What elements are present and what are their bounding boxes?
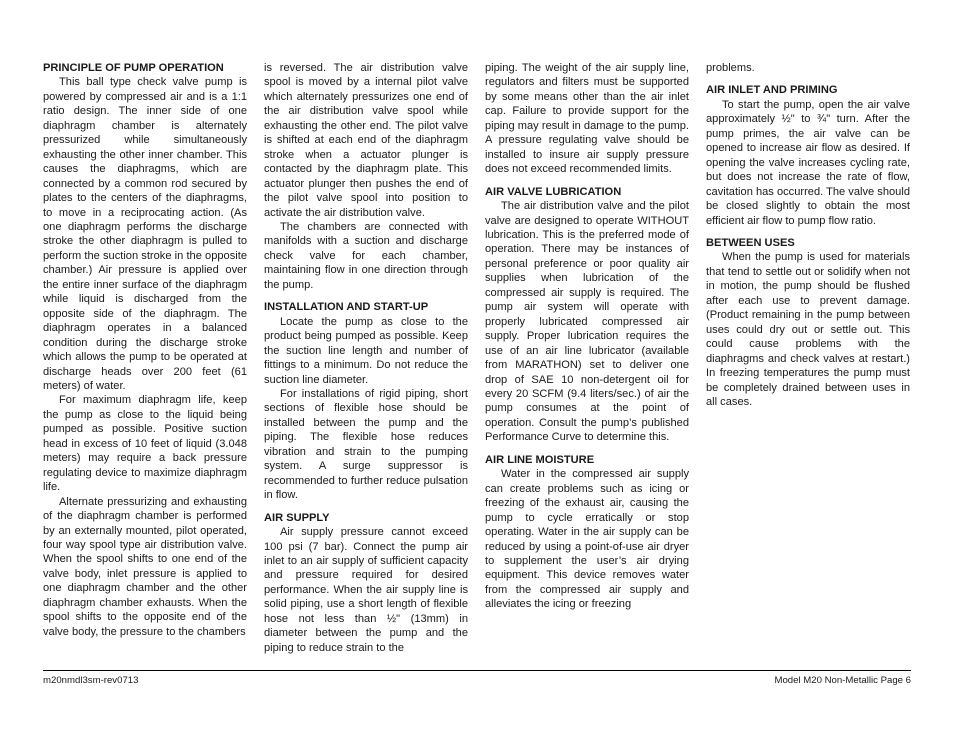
heading-air-inlet-priming: AIR INLET AND PRIMING xyxy=(706,84,838,97)
paragraph-chambers-manifolds: The chambers are connected with manifolds with a suction and discharge check valve for each chamber, maintaining flow in one direction through the pump. xyxy=(264,220,468,291)
column-3 xyxy=(485,61,689,612)
paragraph-air-line-moisture: Water in the compressed air supply can create problems such as icing or freezing of the exhaust air, causing the pump to cycle erratically or stop operating. Water in the air supply can be reduced by using a point-of-use air dryer to supplement the user’s air drying equipment. This device removes water from the compressed air supply and alleviates the icing or freezing xyxy=(485,468,689,611)
paragraph-piping-support: piping. The weight of the air supply line, regulators and filters must be supported by some means other than the air inlet cap. Failure to provide support for the piping may result in damage to the pump. A pressure regulating valve should be installed to insure air supply pressure does not exceed recommended limits. xyxy=(485,62,689,176)
heading-air-line-moisture: AIR LINE MOISTURE xyxy=(485,453,595,466)
paragraph-rigid-piping: For installations of rigid piping, short sections of flexible hose should be installed between the pump and the piping. The flexible hose reduces vibration and strain to the pumping system. A surge suppressor is recommended to further reduce pulsation in flow. xyxy=(264,387,468,502)
footer-rule xyxy=(43,670,911,671)
paragraph-air-inlet-priming: To start the pump, open the air valve approximately ½" to ¾" turn. After the pump primes, the air valve can be opened to increase air flow as desired. If opening the valve increases cycling rate, but does not increase the rate of flow, cavitation has occurred. The valve should be closed slightly to obtain the most efficient air flow to pump flow ratio. xyxy=(706,98,910,227)
paragraph-air-supply: Air supply pressure cannot exceed 100 psi (7 bar). Connect the pump air inlet to an air supply of sufficient capacity and pressure required for desired performance. When the air supply line is solid piping, use a short length of flexible hose not less than ½" (13mm) in diameter between the pump and the piping to reduce strain to the xyxy=(264,526,468,654)
heading-air-valve-lubrication: AIR VALVE LUBRICATION xyxy=(485,185,622,198)
paragraph-locate-pump: Locate the pump as close to the product being pumped as possible. Keep the suction line length and number of fittings to a minimum. Do not reduce the suction line diameter. xyxy=(264,315,468,386)
heading-installation-start-up: INSTALLATION AND START-UP xyxy=(264,301,429,314)
heading-between-uses: BETWEEN USES xyxy=(706,236,795,249)
paragraph-spool-reversal: is reversed. The air distribution valve spool is moved by a internal pilot valve which alternately pressurizes one end of the air distribution valve spool while exhausting the other end. The pilot valve is shifted at each end of the diaphragm stroke when a actuator plunger is contacted by the diaphragm plate. This actuator plunger then pushes the end of the pilot valve spool into position to activate the air distribution valve. xyxy=(264,62,468,219)
footer-document-code: m20nmdl3sm-rev0713 xyxy=(43,675,139,686)
column-4 xyxy=(706,61,910,409)
heading-principle-of-pump-operation: PRINCIPLE OF PUMP OPERATION xyxy=(43,62,224,74)
paragraph-air-valve-lubrication: The air distribution valve and the pilot valve are designed to operate WITHOUT lubrication. This is the preferred mode of operation. There may be instances of personal preference or poor quality air supplies when lubrication of the compressed air supply is required. The pump air system will operate with properly lubricated compressed air supply. Proper lubrication requires the use of an air line lubricator (available from MARATHON) set to deliver one drop of SAE 10 non-detergent oil for every 20 SCFM (9.4 liters/sec.) of air the pump consumes at the point of operation. Consult the pump’s published Performance Curve to determine this. xyxy=(485,200,689,444)
column-2 xyxy=(264,61,468,655)
paragraph-problems-continuation: problems. xyxy=(706,62,755,74)
heading-air-supply: AIR SUPPLY xyxy=(264,511,330,524)
paragraph-alternate-pressurizing: Alternate pressurizing and exhausting of the diaphragm chamber is performed by an externally mounted, pilot operated, four way spool type air distribution valve. When the spool shifts to one end of the valve body, inlet pressure is applied to one diaphragm chamber and the other diaphragm chamber exhausts. When the spool shifts to the opposite end of the valve body, the pressure to the chambers xyxy=(43,495,247,638)
footer-page-label: Model M20 Non-Metallic Page 6 xyxy=(774,675,911,686)
paragraph-diaphragm-life: For maximum diaphragm life, keep the pump as close to the liquid being pumped as possible. Positive suction head in excess of 10 feet of liquid (3.048 meters) may require a back pressure regulating device to maximize diaphragm life. xyxy=(43,394,247,494)
paragraph-between-uses: When the pump is used for materials that tend to settle out or solidify when not in motion, the pump should be flushed after each use to prevent damage. (Product remaining in the pump between uses could dry out or settle out. This could cause problems with the diaphragms and check valves at restart.) In freezing temperatures the pump must be completely drained between uses in all cases. xyxy=(706,251,910,408)
paragraph-pump-operation: This ball type check valve pump is powered by compressed air and is a 1:1 ratio design. The inner side of one diaphragm chamber is alternately pressurized while simultaneously exhausting the other inner chamber. This causes the diaphragms, which are connected by a common rod secured by plates to the centers of the diaphragms, to move in a reciprocating action. (As one diaphragm performs the discharge stroke the other diaphragm is pulled to perform the suction stroke in the opposite chamber.) Air pressure is applied over the entire inner surface of the diaphragm while liquid is discharged from the opposite side of the diaphragm. The diaphragm operates in a balanced condition during the discharge stroke which allows the pump to be operated at discharge heads over 200 feet (61 meters) of water. xyxy=(43,76,247,392)
column-1 xyxy=(43,61,247,639)
